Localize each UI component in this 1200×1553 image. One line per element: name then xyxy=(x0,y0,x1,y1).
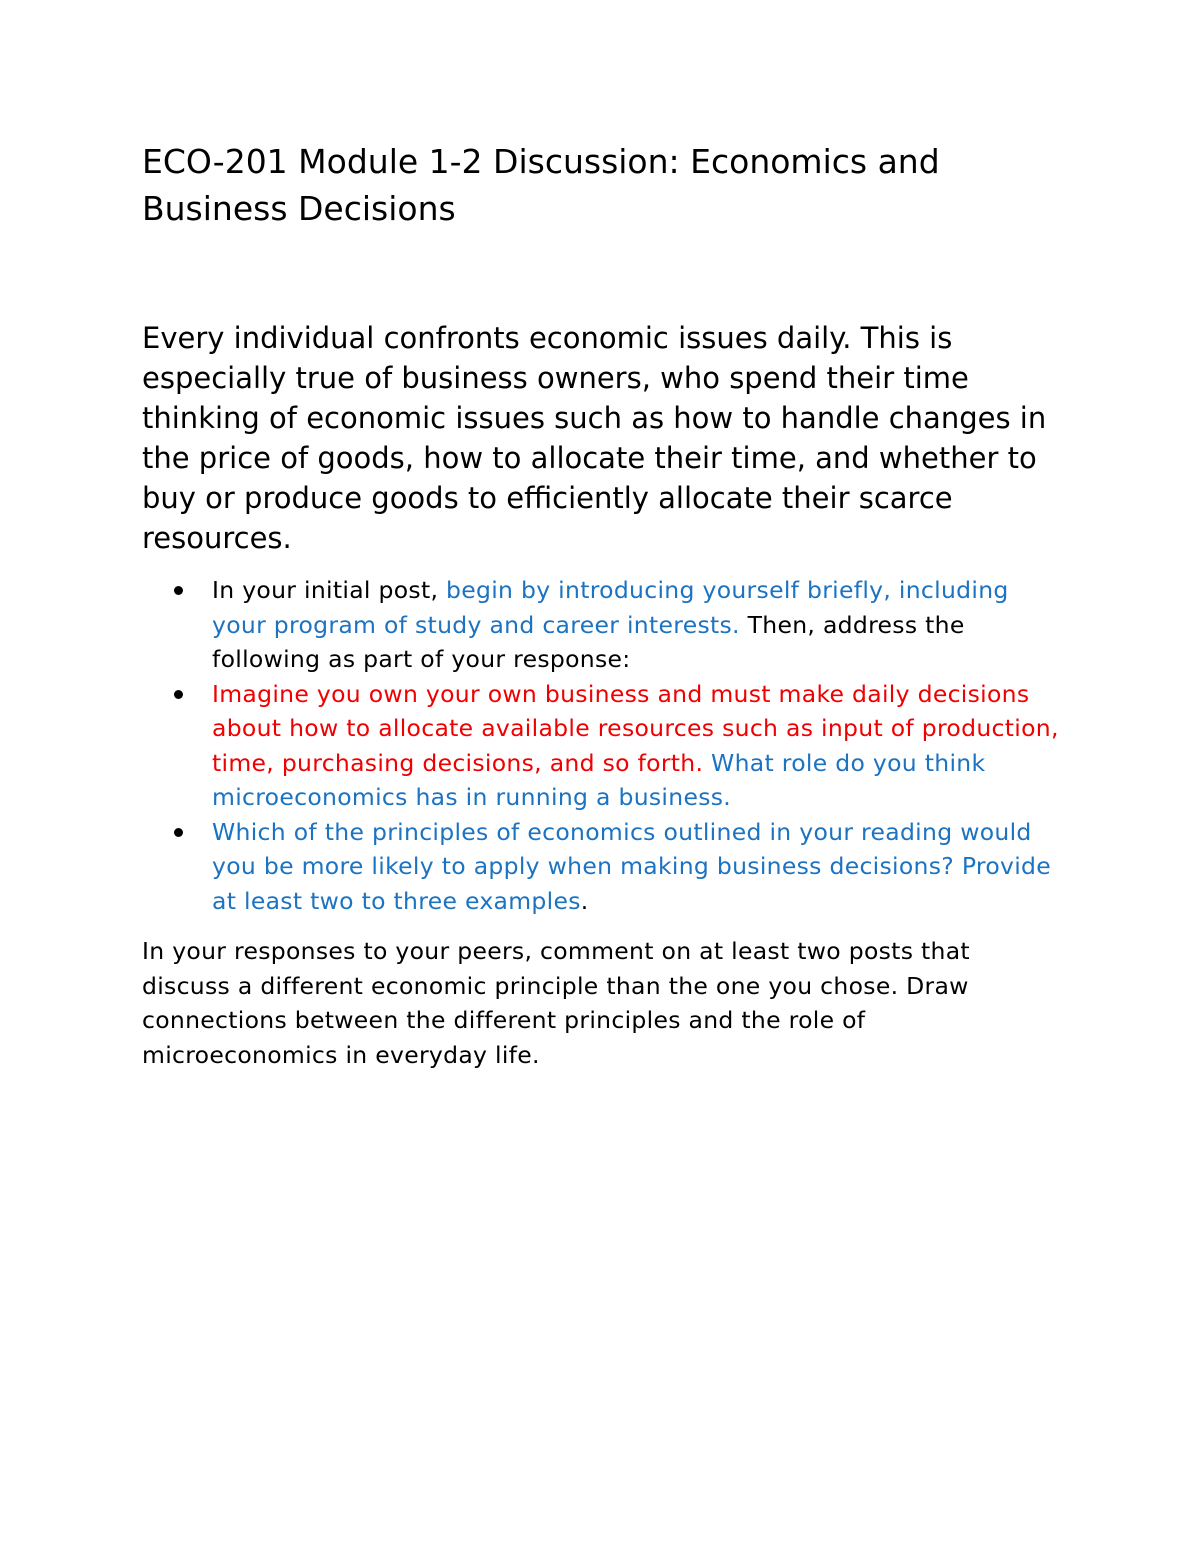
intro-paragraph: Every individual confronts economic issues daily. This is especially true of business owners, who spend their time thinking of economic issues such as how to handle changes in the price of goods, how to allocate their time, and whether to buy or produce goods to efficiently allocate their scarce resources. xyxy=(142,321,1047,555)
principles-period: . xyxy=(580,886,589,915)
principles-text: Which of the principles of economics outlined in your reading would you be more likely to apply when making business decisions? Provide at least two to three examples xyxy=(212,817,1052,915)
responses-paragraph: In your responses to your peers, comment on at least two posts that discuss a different economic principle than the one you chose. Draw connections between the different principles and the role of microeconomics in everyday life. xyxy=(142,937,970,1069)
list-item-initial-post xyxy=(142,573,1062,677)
document-page xyxy=(142,138,1062,1072)
bullet-dot-icon xyxy=(174,690,183,699)
list-item-principles xyxy=(142,815,1062,919)
initial-post-tail: Then, address the following as part of your response: xyxy=(212,610,965,673)
own-business-text: Imagine you own your own business and must make daily decisions about how to allocate available resources such as input of production, time, purchasing decisions, and so forth. xyxy=(212,679,1059,777)
initial-post-lead: In your initial post, xyxy=(212,576,446,604)
document-title: ECO-201 Module 1-2 Discussion: Economics and Business Decisions xyxy=(142,142,940,228)
list-item-own-business xyxy=(142,677,1062,815)
bullet-dot-icon xyxy=(174,828,183,837)
instructions-list xyxy=(142,573,1062,918)
introduce-yourself-text: begin by introducing yourself briefly, including your program of study and career interests. xyxy=(212,576,1009,639)
microeconomics-role-text: What role do you think microeconomics has in running a business. xyxy=(212,748,986,811)
bullet-dot-icon xyxy=(174,586,183,595)
